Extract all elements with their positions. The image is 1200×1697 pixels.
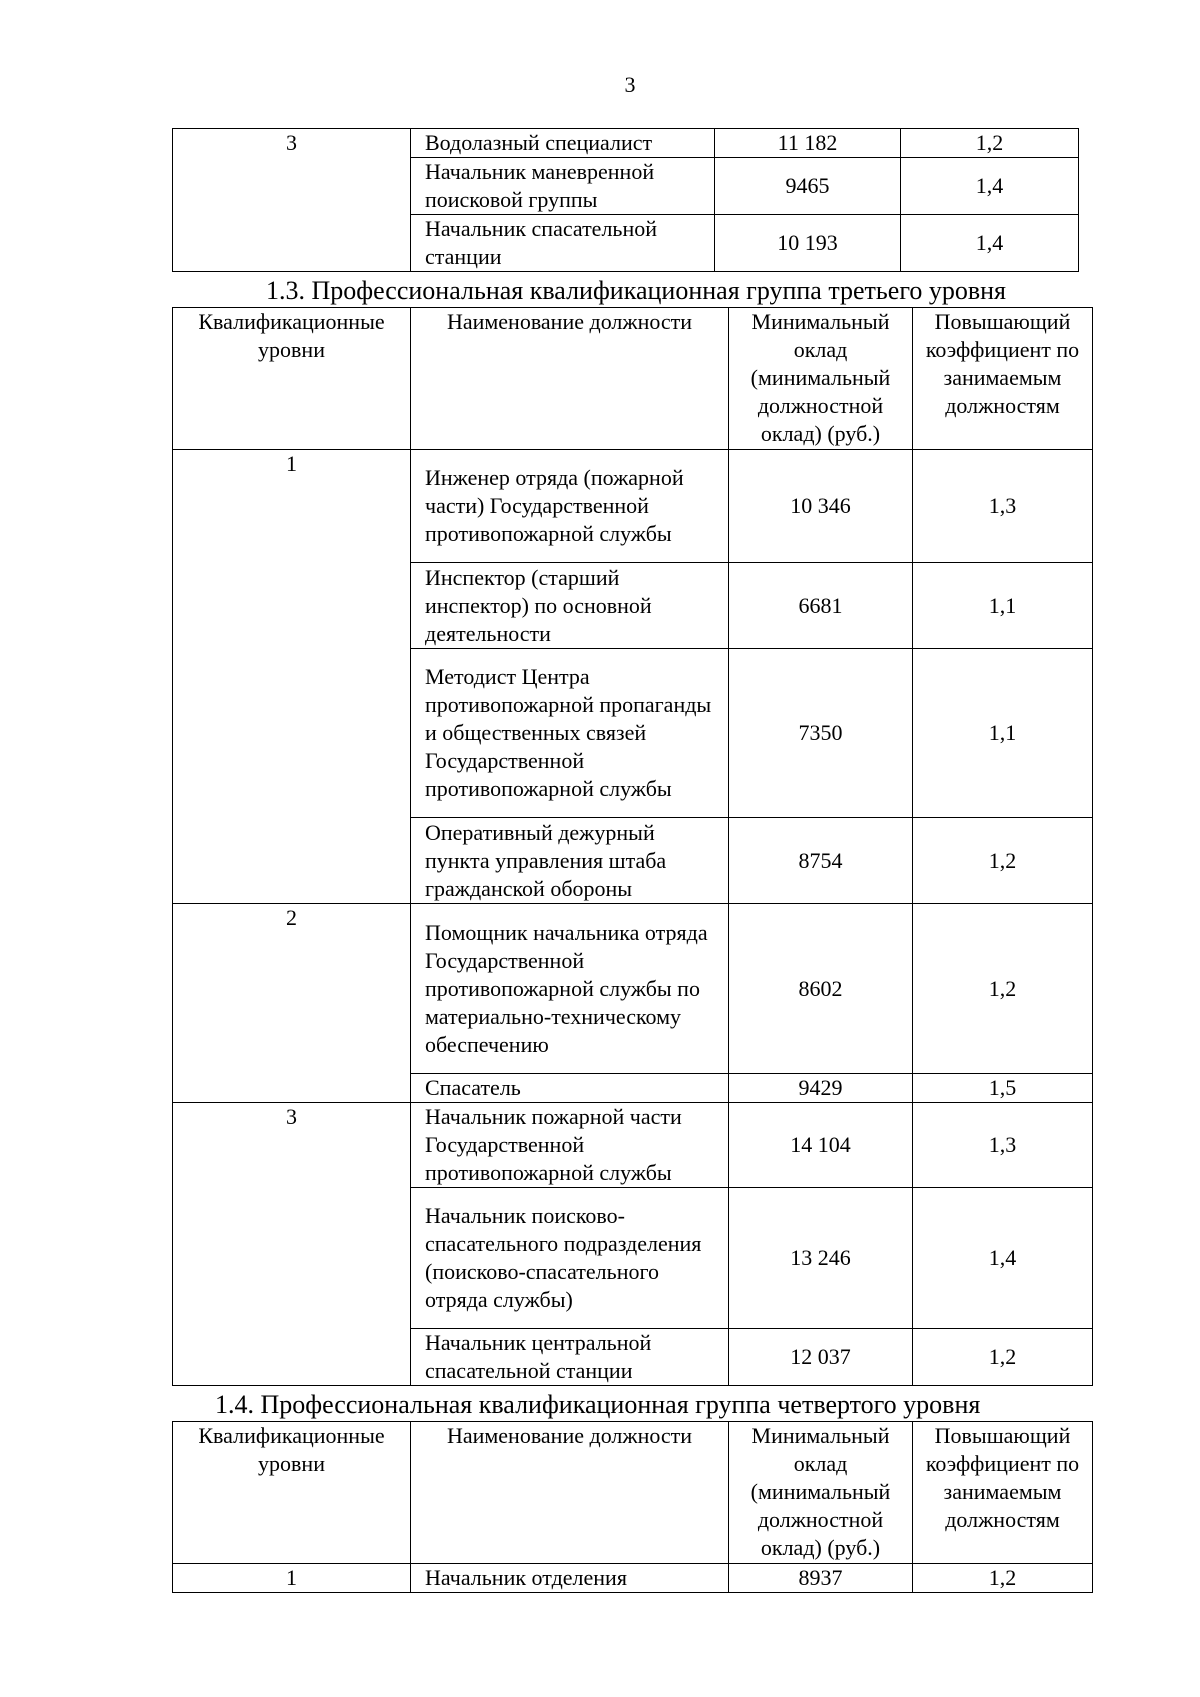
table-row xyxy=(173,904,1093,1074)
table-row xyxy=(173,129,1079,158)
coefficient-cell: 1,2 xyxy=(913,1564,1093,1593)
level-cell: 1 xyxy=(173,1564,411,1593)
coefficient-cell: 1,1 xyxy=(913,563,1093,649)
coefficient-cell: 1,2 xyxy=(913,1329,1093,1386)
position-cell: Начальник пожарной части Государственной противопожарной службы xyxy=(411,1103,729,1188)
header-row xyxy=(173,1422,1093,1564)
coefficient-cell: 1,1 xyxy=(913,649,1093,818)
salary-cell: 14 104 xyxy=(729,1103,913,1188)
header-level: Квалификационные уровни xyxy=(173,1422,411,1564)
coefficient-cell: 1,4 xyxy=(901,158,1079,215)
coefficient-cell: 1,5 xyxy=(913,1074,1093,1103)
table-row xyxy=(173,450,1093,563)
position-cell: Спасатель xyxy=(411,1074,729,1103)
position-cell: Оперативный дежурный пункта управления штаба гражданской обороны xyxy=(411,818,729,904)
table-row xyxy=(173,1103,1093,1188)
salary-cell: 8937 xyxy=(729,1564,913,1593)
position-cell: Начальник спасательной станции xyxy=(411,215,715,272)
position-cell: Методист Центра противопожарной пропаганды и общественных связей Государственной противопожарной службы xyxy=(411,649,729,818)
level-cell: 2 xyxy=(173,904,411,1103)
salary-cell: 8754 xyxy=(729,818,913,904)
position-cell: Начальник маневренной поисковой группы xyxy=(411,158,715,215)
salary-cell: 6681 xyxy=(729,563,913,649)
salary-cell: 13 246 xyxy=(729,1188,913,1329)
position-cell: Водолазный специалист xyxy=(411,129,715,158)
table-section-1-4 xyxy=(172,1421,1093,1593)
position-cell: Инспектор (старший инспектор) по основной деятельности xyxy=(411,563,729,649)
position-cell: Помощник начальника отряда Государственной противопожарной службы по материально-техническому обеспечению xyxy=(411,904,729,1074)
coefficient-cell: 1,4 xyxy=(901,215,1079,272)
table-continued xyxy=(172,128,1079,272)
coefficient-cell: 1,3 xyxy=(913,1103,1093,1188)
coefficient-cell: 1,4 xyxy=(913,1188,1093,1329)
level-cell: 1 xyxy=(173,450,411,904)
header-row xyxy=(173,308,1093,450)
level-cell: 3 xyxy=(173,129,411,272)
coefficient-cell: 1,2 xyxy=(901,129,1079,158)
section-title-1-3: 1.3. Профессиональная квалификационная группа третьего уровня xyxy=(266,276,1006,305)
header-coefficient: Повышающий коэффициент по занимаемым должностям xyxy=(913,308,1093,450)
position-cell: Инженер отряда (пожарной части) Государственной противопожарной службы xyxy=(411,450,729,563)
header-level: Квалификационные уровни xyxy=(173,308,411,450)
salary-cell: 9465 xyxy=(715,158,901,215)
table-section-1-3 xyxy=(172,307,1093,1386)
salary-cell: 7350 xyxy=(729,649,913,818)
coefficient-cell: 1,3 xyxy=(913,450,1093,563)
header-salary: Минимальный оклад (минимальный должностной оклад) (руб.) xyxy=(729,308,913,450)
salary-cell: 12 037 xyxy=(729,1329,913,1386)
position-cell: Начальник отделения xyxy=(411,1564,729,1593)
header-salary: Минимальный оклад (минимальный должностной оклад) (руб.) xyxy=(729,1422,913,1564)
coefficient-cell: 1,2 xyxy=(913,818,1093,904)
position-cell: Начальник поисково-спасательного подразделения (поисково-спасательного отряда службы) xyxy=(411,1188,729,1329)
coefficient-cell: 1,2 xyxy=(913,904,1093,1074)
salary-cell: 11 182 xyxy=(715,129,901,158)
salary-cell: 8602 xyxy=(729,904,913,1074)
header-position: Наименование должности xyxy=(411,308,729,450)
salary-cell: 10 346 xyxy=(729,450,913,563)
header-position: Наименование должности xyxy=(411,1422,729,1564)
salary-cell: 9429 xyxy=(729,1074,913,1103)
table-row xyxy=(173,1564,1093,1593)
page-number: 3 xyxy=(624,72,636,97)
position-cell: Начальник центральной спасательной станции xyxy=(411,1329,729,1386)
level-cell: 3 xyxy=(173,1103,411,1386)
salary-cell: 10 193 xyxy=(715,215,901,272)
header-coefficient: Повышающий коэффициент по занимаемым должностям xyxy=(913,1422,1093,1564)
section-title-1-4: 1.4. Профессиональная квалификационная группа четвертого уровня xyxy=(215,1390,981,1419)
